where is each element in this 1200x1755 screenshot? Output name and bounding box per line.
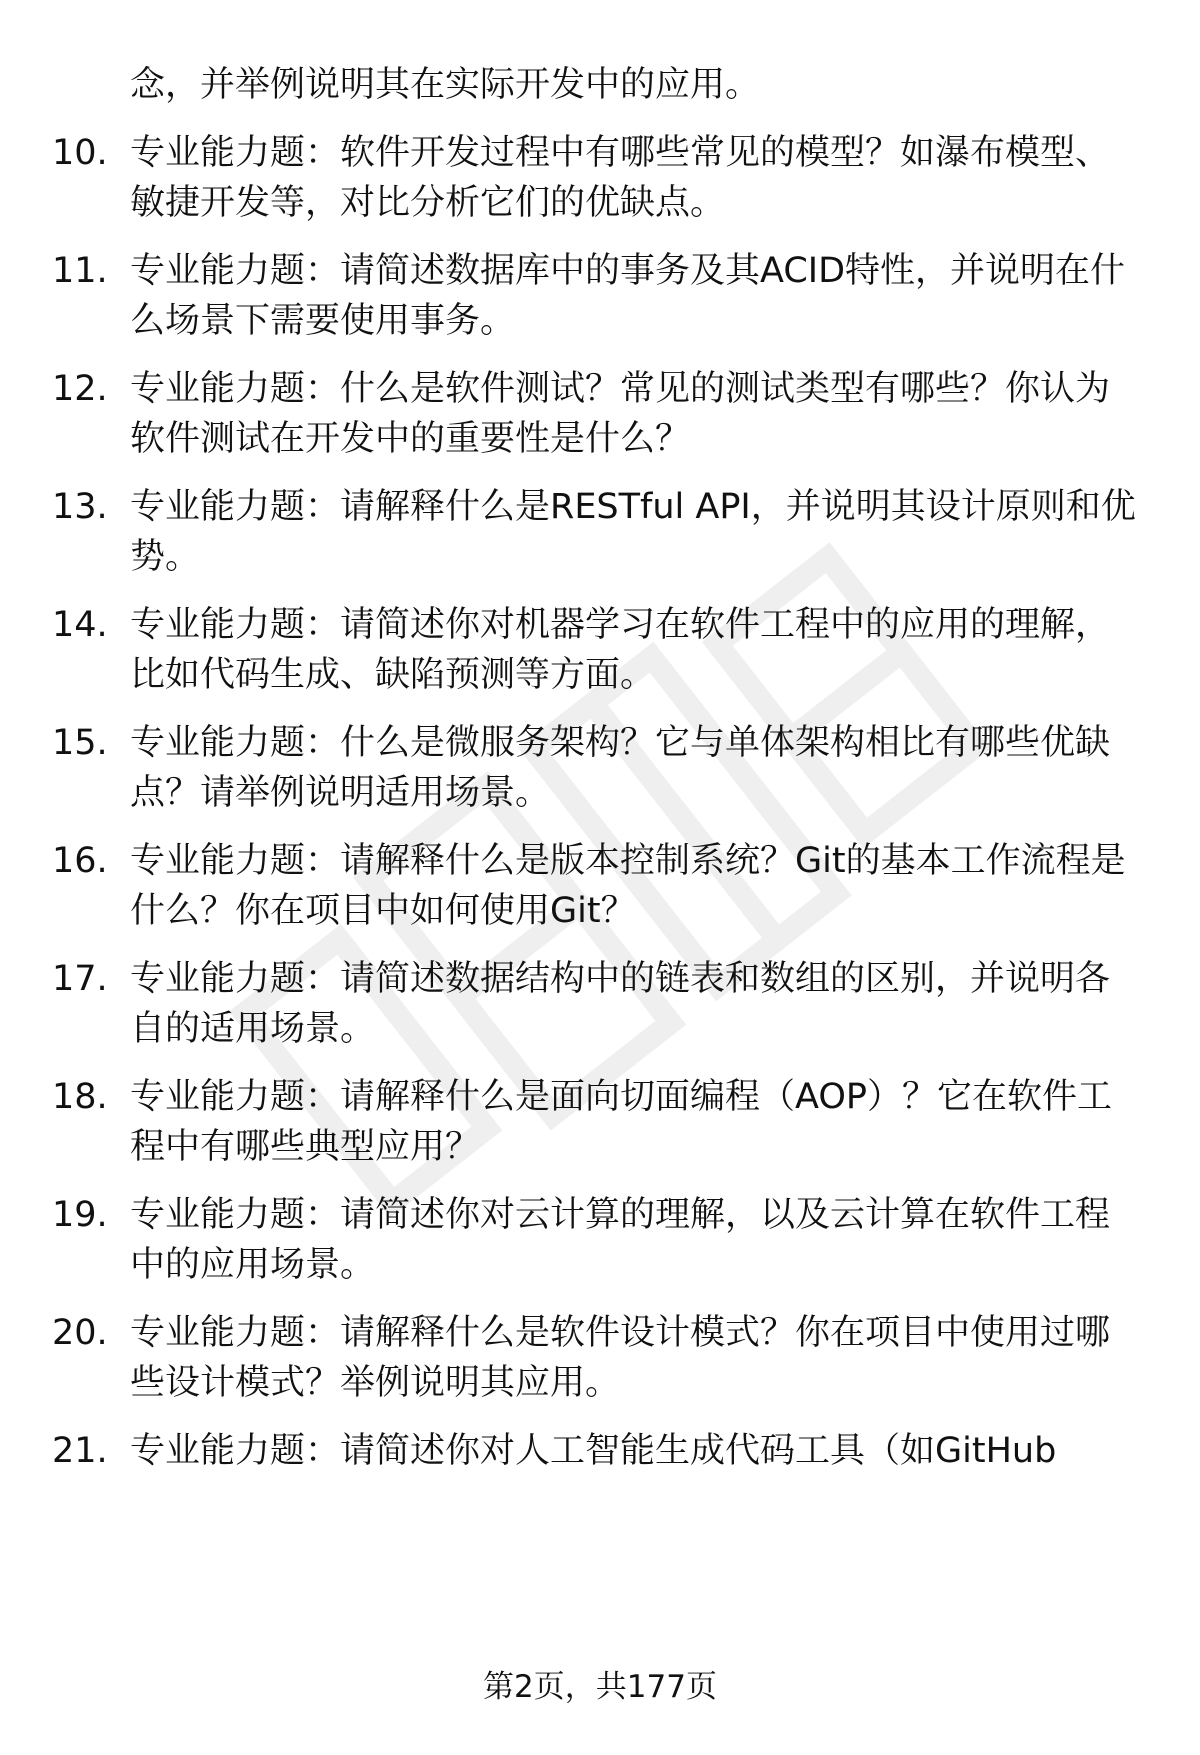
question-line: 软件测试在开发中的重要性是什么？ (130, 419, 691, 459)
question-line: 专业能力题：什么是微服务架构？它与单体架构相比有哪些优缺 (130, 723, 1111, 763)
question-line: 敏捷开发等，对比分析它们的优缺点。 (130, 183, 726, 223)
question-text (130, 718, 1160, 818)
question-line: 势。 (130, 537, 201, 577)
question-line: 专业能力题：请简述你对云计算的理解，以及云计算在软件工程 (130, 1195, 1111, 1235)
question-number: 15. (52, 723, 108, 763)
question-line: 专业能力题：请解释什么是软件设计模式？你在项目中使用过哪 (130, 1313, 1111, 1353)
question-line: 什么？你在项目中如何使用Git？ (130, 891, 636, 931)
question-number: 11. (52, 251, 108, 291)
question-number: 17. (52, 959, 108, 999)
question-number: 21. (52, 1431, 108, 1471)
question-number: 13. (52, 487, 108, 527)
question-line: 专业能力题：软件开发过程中有哪些常见的模型？如瀑布模型、 (130, 133, 1111, 173)
question-text (130, 954, 1160, 1054)
page-footer: 第2页，共177页 (483, 1669, 717, 1705)
question-number: 12. (52, 369, 108, 409)
question-text (130, 246, 1160, 346)
question-text (130, 1190, 1160, 1290)
question-text (130, 128, 1160, 228)
question-number: 14. (52, 605, 108, 645)
question-number: 16. (52, 841, 108, 881)
question-line: 专业能力题：请简述数据结构中的链表和数组的区别，并说明各 (130, 959, 1111, 999)
continuation-text: 念，并举例说明其在实际开发中的应用。 (130, 65, 761, 105)
question-line: 么场景下需要使用事务。 (130, 301, 516, 341)
question-text (130, 836, 1160, 936)
question-text (130, 1426, 1160, 1476)
question-line: 比如代码生成、缺陷预测等方面。 (130, 655, 656, 695)
question-text (130, 1072, 1160, 1172)
question-number: 19. (52, 1195, 108, 1235)
question-text (130, 364, 1160, 464)
question-line: 专业能力题：请解释什么是版本控制系统？Git的基本工作流程是 (130, 841, 1126, 881)
question-line: 专业能力题：请解释什么是RESTful API，并说明其设计原则和优 (130, 487, 1136, 527)
question-line: 程中有哪些典型应用？ (130, 1127, 481, 1167)
question-number: 18. (52, 1077, 108, 1117)
question-line: 专业能力题：请简述你对人工智能生成代码工具（如GitHub (130, 1431, 1057, 1471)
question-line: 中的应用场景。 (130, 1245, 376, 1285)
question-number: 20. (52, 1313, 108, 1353)
question-text (130, 600, 1160, 700)
question-text (130, 482, 1160, 582)
question-line: 自的适用场景。 (130, 1009, 376, 1049)
question-line: 些设计模式？举例说明其应用。 (130, 1363, 621, 1403)
question-line: 点？请举例说明适用场景。 (130, 773, 551, 813)
question-text (130, 1308, 1160, 1408)
question-line: 专业能力题：请简述你对机器学习在软件工程中的应用的理解， (130, 605, 1111, 645)
question-number: 10. (52, 133, 108, 173)
question-line: 专业能力题：请简述数据库中的事务及其ACID特性，并说明在什 (130, 251, 1126, 291)
question-line: 专业能力题：什么是软件测试？常见的测试类型有哪些？你认为 (130, 369, 1111, 409)
question-line: 专业能力题：请解释什么是面向切面编程（AOP）？它在软件工 (130, 1077, 1112, 1117)
